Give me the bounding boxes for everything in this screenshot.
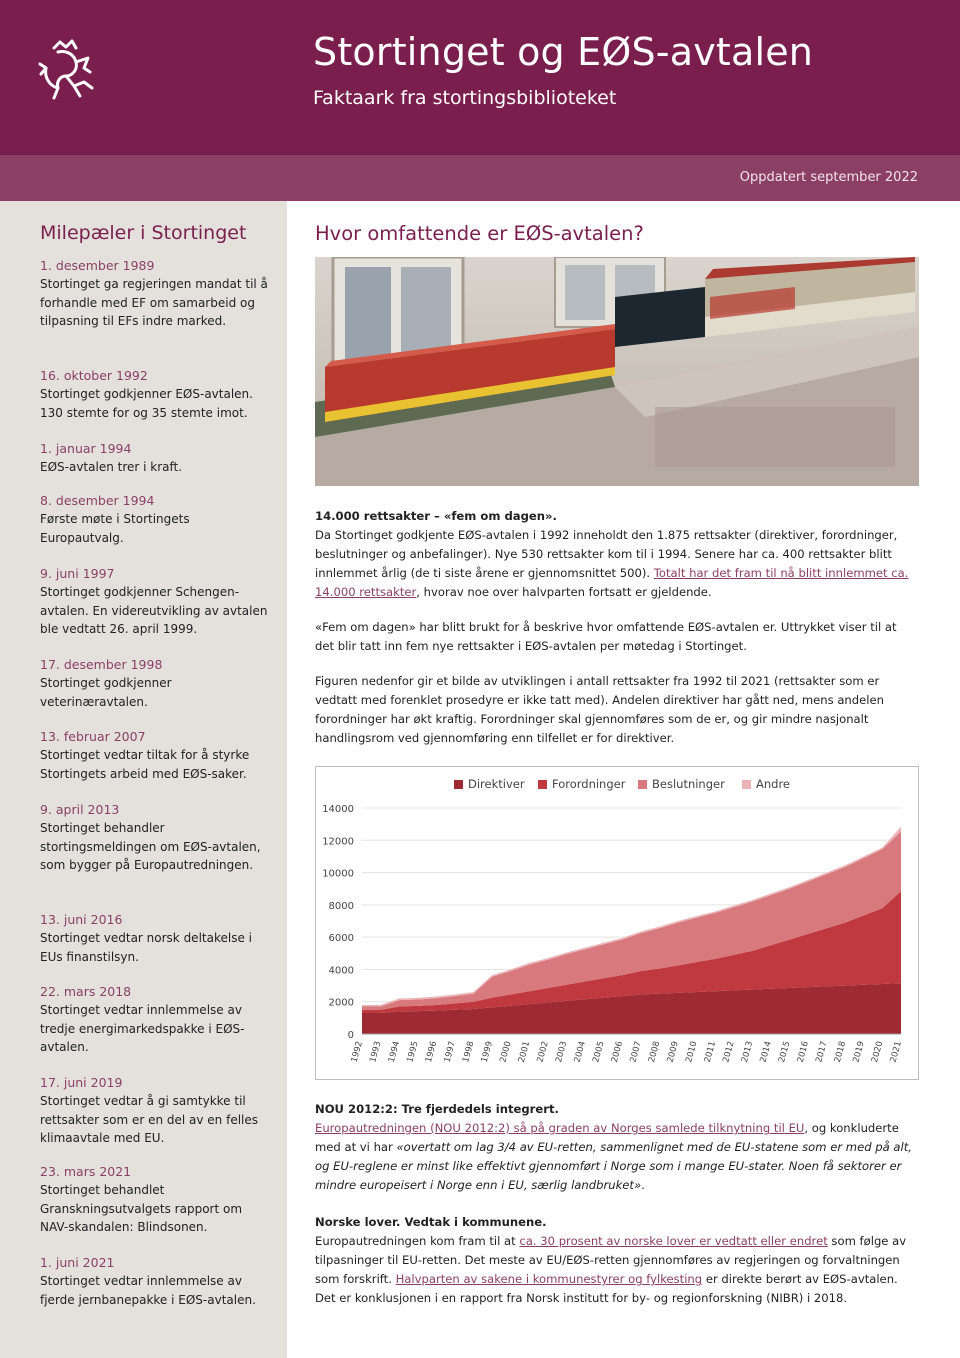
paragraph-text: , hvorav noe over halvparten fortsatt er gjeldende. <box>416 585 712 599</box>
milestone-item <box>40 1074 270 1148</box>
y-tick-label: 4000 <box>328 965 354 977</box>
sidebar-heading: Milepæler i Stortinget <box>40 222 247 244</box>
section-title: Norske lover. Vedtak i kommunene. <box>315 1215 547 1229</box>
y-tick-label: 6000 <box>328 933 354 945</box>
milestone-text: Stortinget godkjenner EØS-avtalen. 130 stemte for og 35 stemte imot. <box>40 387 253 420</box>
paragraph-text: , og konkluderte med at vi har <box>315 1121 899 1154</box>
milestone-text: Stortinget godkjenner veterinæravtalen. <box>40 676 172 709</box>
paragraph-text: Europautredningen kom fram til at <box>315 1234 520 1248</box>
x-tick-label: 2016 <box>795 1040 811 1064</box>
milestone-text: Stortinget vedtar norsk deltakelse i EUs finanstilsyn. <box>40 931 252 964</box>
milestone-item <box>40 656 270 711</box>
milestones-sidebar <box>0 201 287 1358</box>
milestone-date: 17. juni 2019 <box>40 1075 123 1090</box>
y-tick-label: 0 <box>347 1030 354 1041</box>
page-subtitle: Faktaark fra stortingsbiblioteket <box>313 87 617 109</box>
x-tick-label: 2019 <box>851 1040 867 1064</box>
quote-text: «overtatt om lag 3/4 av EU-retten, sammenlignet med de EU-statene som er med på alt, og EU-reglene er minst like effektivt gjennomført i Norge som i mange EU-stater. Noen få sektorer er mindre europeisert i Norge enn i EU, særlig landbruket» <box>315 1140 912 1192</box>
milestone-item <box>40 492 270 547</box>
paragraph-text: . <box>641 1178 645 1192</box>
x-tick-label: 1999 <box>479 1040 496 1064</box>
milestone-date: 8. desember 1994 <box>40 493 155 508</box>
milestone-date: 13. februar 2007 <box>40 729 146 744</box>
milestone-date: 9. juni 1997 <box>40 566 115 581</box>
x-tick-label: 2000 <box>498 1040 514 1064</box>
bookshelf-photo <box>315 257 919 486</box>
section-norske-lover <box>315 1213 919 1308</box>
milestone-text: Stortinget godkjenner Schengen-avtalen. En videreutvikling av avtalen ble vedtatt 26. april 1999. <box>40 585 268 636</box>
milestone-date: 16. oktober 1992 <box>40 368 148 383</box>
x-tick-label: 2004 <box>572 1040 588 1064</box>
milestone-text: Stortinget behandler stortingsmeldingen om EØS-avtalen, som bygger på Europautredningen. <box>40 821 261 872</box>
milestone-date: 23. mars 2021 <box>40 1164 132 1179</box>
paragraph-text: Da Stortinget godkjente EØS-avtalen i 1992 inneholdt den 1.875 rettsakter (direktiver, forordninger, beslutninger og anbefalinger). Nye 530 rettsakter kom til i 1994. Senere har ca. 400 rettsakter blitt innlemmet årlig (de ti siste årene er gjennomsnittet 500). <box>315 528 898 580</box>
paragraph-text: som følge av tilpasninger til EU-retten. Det meste av EU/EØS-retten gjennomføres av regjeringen og forvaltningen som forskrift. <box>315 1234 907 1286</box>
x-tick-label: 2018 <box>832 1040 849 1064</box>
milestone-item <box>40 440 270 477</box>
chart-plot <box>316 767 918 1079</box>
milestone-date: 1. desember 1989 <box>40 258 155 273</box>
milestone-text: Stortinget vedtar å gi samtykke til rettsakter som er en del av en felles klimaavtale med EU. <box>40 1094 259 1145</box>
milestone-date: 9. april 2013 <box>40 802 120 817</box>
europautredningen-link[interactable]: Europautredningen (NOU 2012:2) så på graden av Norges samlede tilknytning til EU <box>315 1121 805 1135</box>
y-tick-label: 2000 <box>328 997 354 1009</box>
milestone-text: Stortinget behandlet Granskningsutvalgets rapport om NAV-skandalen: Blindsonen. <box>40 1183 243 1234</box>
x-tick-label: 2011 <box>702 1040 719 1064</box>
milestone-text: EØS-avtalen trer i kraft. <box>40 460 183 474</box>
x-tick-label: 1996 <box>423 1040 440 1064</box>
x-tick-label: 2014 <box>758 1040 774 1064</box>
x-tick-label: 2005 <box>591 1040 607 1064</box>
x-tick-label: 2017 <box>814 1040 830 1064</box>
x-tick-label: 2010 <box>684 1040 700 1064</box>
main-heading: Hvor omfattende er EØS-avtalen? <box>315 222 644 245</box>
milestone-date: 22. mars 2018 <box>40 984 132 999</box>
x-tick-label: 2009 <box>665 1040 681 1064</box>
paragraph-fem-om-dagen: «Fem om dagen» har blitt brukt for å beskrive hvor omfattende EØS-avtalen er. Uttrykket viser til at det blir tatt inn fem nye rettsakter i EØS-avtalen per møtedag i Stortinget. <box>315 620 897 653</box>
milestone-text: Stortinget vedtar tiltak for å styrke Stortingets arbeid med EØS-saker. <box>40 748 250 781</box>
milestone-item <box>40 1163 270 1237</box>
x-tick-label: 2020 <box>870 1040 886 1064</box>
milestone-date: 13. juni 2016 <box>40 912 123 927</box>
rettsakter-link[interactable]: Totalt har det fram til nå blitt innlemmet ca. 14.000 rettsakter <box>315 566 909 599</box>
page-title: Stortinget og EØS-avtalen <box>313 30 814 74</box>
section-title: NOU 2012:2: Tre fjerdedels integrert. <box>315 1102 559 1116</box>
x-tick-label: 1998 <box>461 1040 477 1064</box>
legend-label: Direktiver <box>468 777 525 791</box>
section-title: 14.000 rettsakter – «fem om dagen». <box>315 509 557 523</box>
milestone-date: 17. desember 1998 <box>40 657 163 672</box>
x-tick-label: 2013 <box>739 1040 756 1064</box>
x-tick-label: 1993 <box>368 1040 384 1064</box>
x-tick-label: 2012 <box>721 1040 737 1064</box>
kommunestyrer-link[interactable]: Halvparten av sakene i kommunestyrer og fylkesting <box>395 1272 703 1286</box>
rettsakter-chart <box>315 766 919 1080</box>
milestone-item <box>40 801 270 875</box>
milestone-item <box>40 911 270 966</box>
x-tick-label: 2007 <box>628 1040 644 1064</box>
x-tick-label: 1997 <box>442 1040 458 1064</box>
x-tick-label: 2008 <box>647 1040 663 1064</box>
lion-emblem-icon <box>36 38 96 104</box>
x-tick-label: 1995 <box>405 1040 421 1064</box>
x-tick-label: 2001 <box>516 1040 533 1064</box>
milestone-item <box>40 565 270 639</box>
y-tick-label: 12000 <box>322 836 354 848</box>
x-tick-label: 2003 <box>554 1040 570 1064</box>
milestone-item <box>40 983 270 1057</box>
milestone-item <box>40 367 270 422</box>
milestone-date: 1. juni 2021 <box>40 1255 115 1270</box>
y-tick-label: 10000 <box>322 868 354 880</box>
milestone-text: Stortinget vedtar innlemmelse av fjerde jernbanepakke i EØS-avtalen. <box>40 1274 256 1307</box>
paragraph-text: er direkte berørt av EØS-avtalen. Det er konklusjonen i en rapport fra Norsk institutt for by- og regionforskning (NIBR) i 2018. <box>315 1272 898 1305</box>
main-content <box>287 201 960 1358</box>
milestone-text: Første møte i Stortingets Europautvalg. <box>40 512 190 545</box>
x-tick-label: 2006 <box>609 1040 626 1064</box>
legend-label: Andre <box>756 777 791 791</box>
milestone-item <box>40 728 270 783</box>
milestone-date: 1. januar 1994 <box>40 441 132 456</box>
section-rettsakter <box>315 507 919 602</box>
legend-label: Forordninger <box>552 777 626 791</box>
x-tick-label: 2015 <box>777 1040 793 1064</box>
milestone-item <box>40 257 270 331</box>
section-nou <box>315 1100 919 1195</box>
milestone-item <box>40 1254 270 1309</box>
lover-link[interactable]: ca. 30 prosent av norske lover er vedtatt eller endret <box>519 1234 828 1248</box>
y-tick-label: 8000 <box>328 900 354 912</box>
milestone-text: Stortinget vedtar innlemmelse av tredje energimarkedspakke i EØS-avtalen. <box>40 1003 245 1054</box>
x-tick-label: 2002 <box>535 1040 551 1064</box>
page-header <box>0 0 960 155</box>
y-tick-label: 14000 <box>322 804 354 815</box>
header-band <box>0 155 960 201</box>
x-tick-label: 1992 <box>349 1040 365 1064</box>
paragraph-figure-intro: Figuren nedenfor gir et bilde av utviklingen i antall rettsakter fra 1992 til 2021 (rettsakter som er vedtatt med forenklet prosedyre er ikke tatt med). Andelen direktiver har gått ned, mens andelen forordninger har økt kraftig. Forordninger skal gjennomføres som de er, og gir mindre nasjonalt handlingsrom ved gjennomføring enn tilfellet er for direktiver. <box>315 674 884 745</box>
updated-date: Oppdatert september 2022 <box>739 170 918 185</box>
milestone-text: Stortinget ga regjeringen mandat til å forhandle med EF om samarbeid og tilpasning til EFs indre marked. <box>40 277 268 328</box>
x-tick-label: 1994 <box>386 1040 403 1064</box>
legend-label: Beslutninger <box>652 777 725 791</box>
x-tick-label: 2021 <box>888 1040 904 1064</box>
